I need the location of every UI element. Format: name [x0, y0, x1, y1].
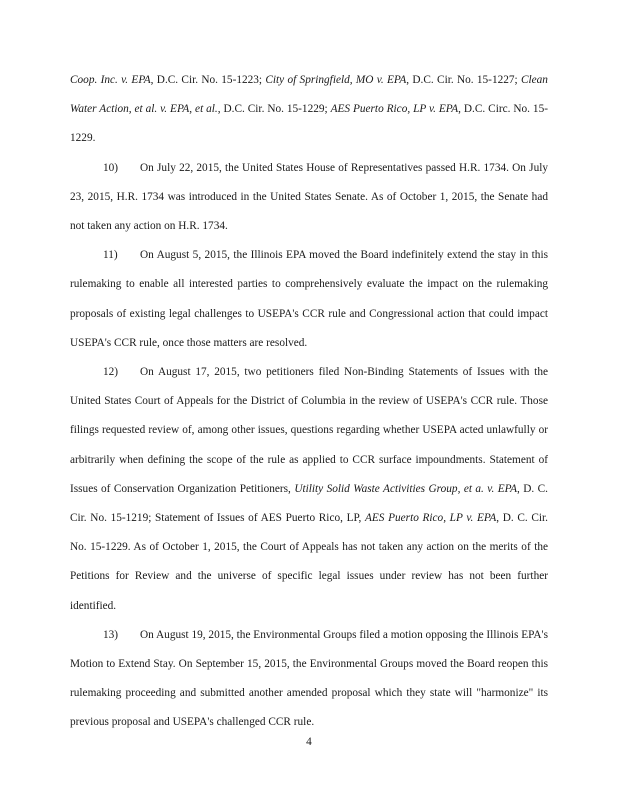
case-citation: Utility Solid Waste Activities Group, et a. v. EPA — [294, 482, 517, 495]
paragraph-10 — [70, 154, 548, 242]
paragraph-13 — [70, 621, 548, 738]
document-body — [70, 66, 548, 738]
paragraph-number: 13) — [103, 628, 119, 641]
paragraph-text: On August 19, 2015, the Environmental Groups filed a motion opposing the Illinois EPA's Motion to Extend Stay. On September 15, 2015, the Environmental Groups moved the Board reopen this rulemaking proceeding and submitted another amended proposal which they state will "harmonize" its previous proposal and USEPA's challenged CCR rule. — [70, 628, 548, 729]
case-citation: City of Springfield, MO v. EPA — [265, 74, 407, 86]
case-citation: AES Puerto Rico, LP v. EPA — [365, 512, 497, 525]
case-citation: AES Puerto Rico, LP v. EPA — [330, 103, 459, 116]
continued-citation-paragraph: Coop. Inc. v. EPA, D.C. Cir. No. 15-1223; City of Springfield, MO v. EPA, D.C. Cir. No. 15-1227; Clean Water Action, et al. v. EPA, et al., D.C. Cir. No. 15-1229; AES Puerto Rico, LP v. EPA, D.C. Circ. No. 15-1229. — [70, 74, 548, 145]
paragraph-text: On July 22, 2015, the United States House of Representatives passed H.R. 1734. On July 23, 2015, H.R. 1734 was introduced in the United States Senate. As of October 1, 2015, the Senate had not taken any action on H.R. 1734. — [70, 161, 548, 233]
case-citation: Clean Water Action, et al. v. EPA, et al. — [70, 74, 548, 116]
page-number: 4 — [306, 736, 312, 748]
paragraph-number: 11) — [103, 249, 118, 262]
paragraph-number: 12) — [103, 366, 119, 379]
paragraph-11 — [70, 241, 548, 358]
paragraph-text: On August 5, 2015, the Illinois EPA moved the Board indefinitely extend the stay in this rulemaking to enable all interested parties to comprehensively evaluate the impact on the rulemaking proposals of existing legal challenges to USEPA's CCR rule and Congressional action that could impact USEPA's CCR rule, once those matters are resolved. — [70, 249, 548, 349]
paragraph-number: 10) — [103, 161, 119, 174]
case-citation: Coop. Inc. v. EPA — [70, 74, 151, 86]
paragraph-12: 12) On August 17, 2015, two petitioners filed Non-Binding Statements of Issues with the United States Court of Appeals for the District of Columbia in the review of USEPA's CCR rule. Those filings requested review of, among other issues, questions regarding whether USEPA acted unlawfully or arbitrarily when defining the scope of the rule as applied to CCR surface impoundments. Statement of Issues of Conservation Organization Petitioners, Utility Solid Waste Activities Group, et a. v. EPA, D. C. Cir. No. 15-1219; Statement of Issues of AES Puerto Rico, LP, AES Puerto Rico, LP v. EPA, D. C. Cir. No. 15-1229. As of October 1, 2015, the Court of Appeals has not taken any action on the merits of the Petitions for Review and the universe of specific legal issues under review has not been further identified. — [70, 358, 548, 621]
